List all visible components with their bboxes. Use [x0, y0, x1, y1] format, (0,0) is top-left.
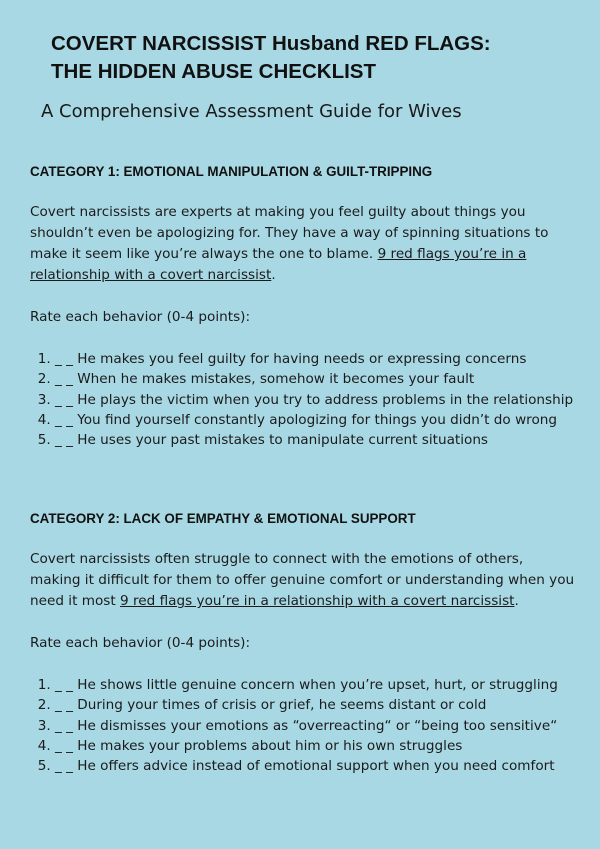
category-1-rate-text: Rate each behavior (0-4 points):: [30, 309, 251, 325]
page-title: [51, 30, 571, 86]
list-item: 5. _ _ He offers advice instead of emotional support when you need comfort: [55, 756, 575, 776]
list-item: 1. _ _ He shows little genuine concern when you’re upset, hurt, or struggling: [55, 675, 575, 695]
category-1-link[interactable]: 9 red flags you’re in a relationship with a covert narcissist: [30, 246, 527, 283]
list-item: 4. _ _ He makes your problems about him or his own struggles: [55, 736, 575, 756]
title-line-2: THE HIDDEN ABUSE CHECKLIST: [51, 60, 376, 83]
category-1-heading: CATEGORY 1: EMOTIONAL MANIPULATION & GUILT-TRIPPING: [30, 164, 433, 179]
list-item: 4. _ _ You find yourself constantly apologizing for things you didn’t do wrong: [55, 410, 575, 430]
category-2-link[interactable]: 9 red flags you’re in a relationship with a covert narcissist: [120, 593, 515, 609]
category-1-paragraph-text: Covert narcissists are experts at making you feel guilty about things you shouldn’t even be apologizing for. They have a way of spinning situations to make it seem like you’re always the one to blame.: [30, 204, 549, 262]
list-item: 5. _ _ He uses your past mistakes to manipulate current situations: [55, 430, 575, 450]
category-2-paragraph: [30, 549, 575, 612]
list-item: 3. _ _ He plays the victim when you try to address problems in the relationship: [55, 390, 575, 410]
page-subtitle: A Comprehensive Assessment Guide for Wives: [41, 101, 462, 122]
category-2-heading: CATEGORY 2: LACK OF EMPATHY & EMOTIONAL SUPPORT: [30, 511, 416, 526]
category-1-link-suffix: .: [271, 267, 276, 283]
category-2-rate-text: Rate each behavior (0-4 points):: [30, 635, 251, 651]
list-item: 2. _ _ When he makes mistakes, somehow it becomes your fault: [55, 369, 575, 389]
list-item: 1. _ _ He makes you feel guilty for having needs or expressing concerns: [55, 349, 575, 369]
category-2-section: [30, 510, 575, 776]
category-1-paragraph: [30, 202, 575, 286]
list-item: 2. _ _ During your times of crisis or grief, he seems distant or cold: [55, 695, 575, 715]
category-2-list: [30, 675, 575, 776]
category-2-paragraph-text: Covert narcissists often struggle to connect with the emotions of others, making it difficult for them to offer genuine comfort or understanding when you need it most: [30, 551, 575, 609]
category-1-list: [30, 349, 575, 450]
category-1-section: [30, 163, 575, 450]
category-2-link-suffix: .: [514, 593, 519, 609]
list-item: 3. _ _ He dismisses your emotions as “overreacting“ or “being too sensitive“: [55, 716, 575, 736]
title-line-1: COVERT NARCISSIST Husband RED FLAGS:: [51, 32, 491, 55]
